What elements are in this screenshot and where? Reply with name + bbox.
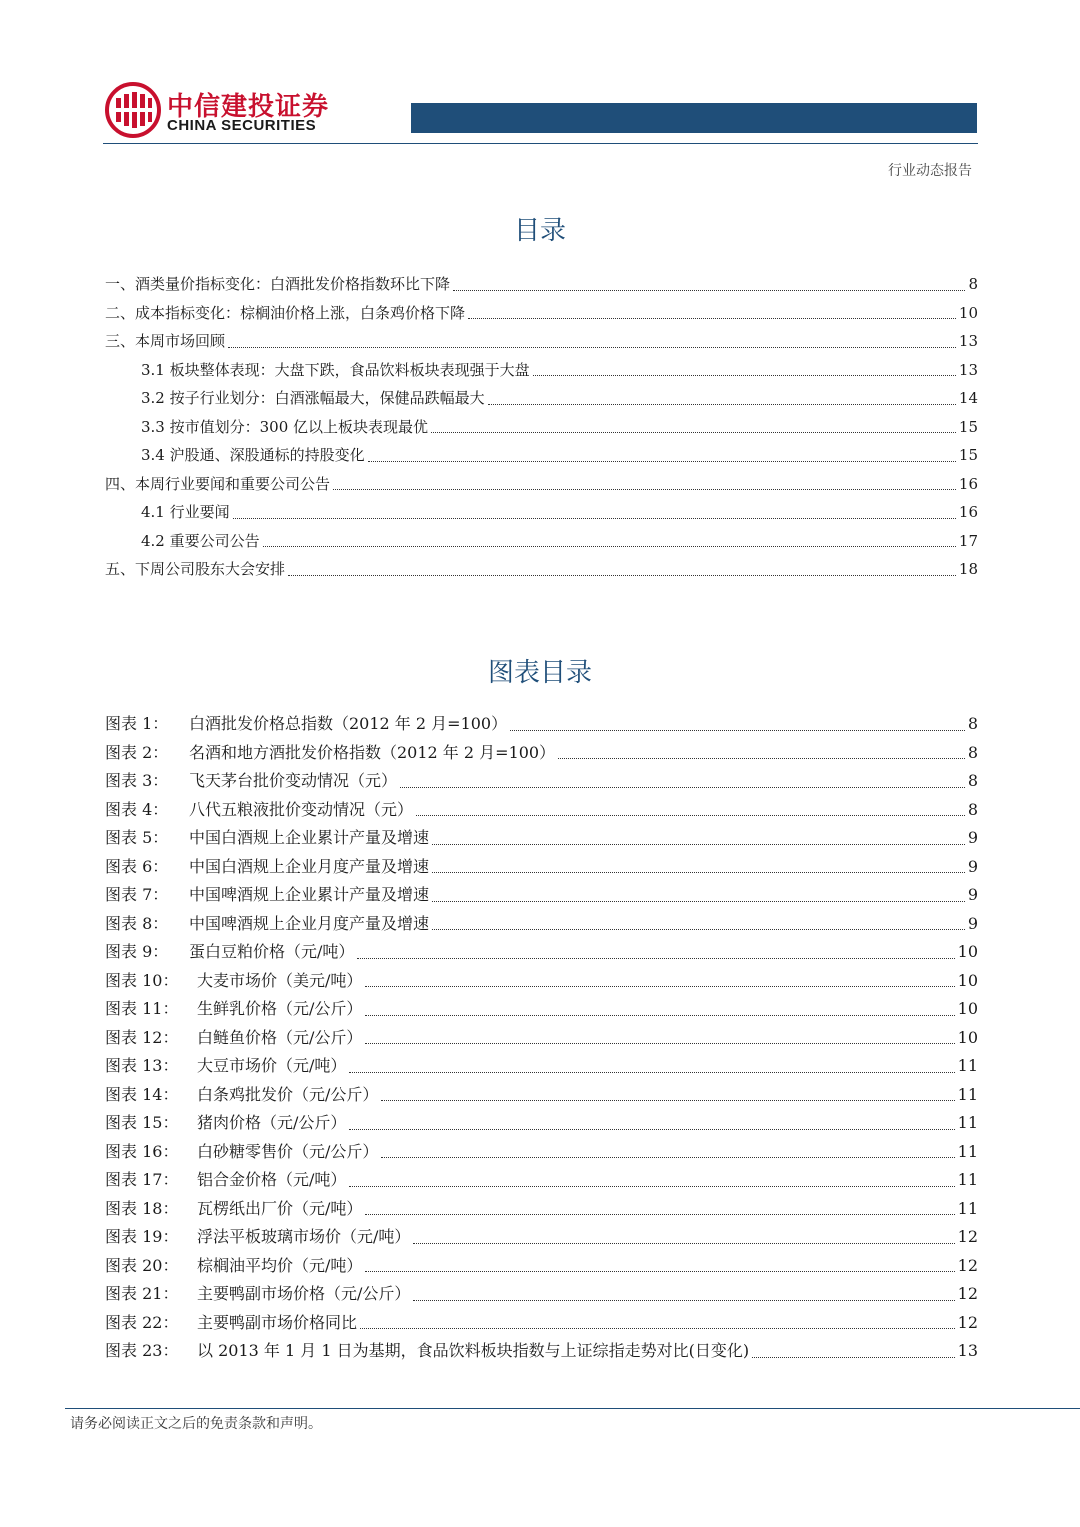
figure-entry-page: 8 — [967, 714, 978, 733]
toc-entry[interactable] — [105, 441, 978, 470]
toc-entry-text: 3.1 板块整体表现：大盘下跌，食品饮料板块表现强于大盘 — [141, 360, 530, 379]
toc-title: 目录 — [513, 216, 566, 246]
dot-leader — [453, 290, 965, 291]
figure-entry-text: 主要鸭副市场价格同比 — [197, 1312, 358, 1332]
citic-logo-icon — [105, 82, 161, 138]
figures-title: 图表目录 — [487, 658, 592, 688]
figure-entry[interactable] — [105, 910, 978, 939]
dot-leader — [432, 929, 965, 930]
toc-entry-text: 3.4 沪股通、深股通标的持股变化 — [141, 446, 365, 464]
figure-entry-page: 12 — [957, 1312, 978, 1332]
dot-leader — [333, 489, 956, 490]
dot-leader — [381, 1100, 954, 1101]
toc-entry[interactable] — [105, 470, 978, 499]
figure-entry-label: 图表 11： — [105, 999, 179, 1018]
dot-leader — [365, 986, 954, 987]
dot-leader — [349, 1072, 954, 1073]
figure-entry[interactable] — [105, 1280, 978, 1309]
figure-entry-label: 图表 20： — [105, 1255, 179, 1275]
dot-leader — [360, 1328, 955, 1329]
toc-entry-page: 13 — [958, 360, 978, 379]
dot-leader — [365, 1015, 954, 1016]
header-bar — [411, 103, 977, 133]
figure-entry-text: 白砂糖零售价（元/公斤） — [197, 1141, 379, 1161]
figure-entry-page: 12 — [957, 1227, 978, 1246]
figure-entry[interactable] — [105, 1109, 978, 1138]
toc-list — [105, 270, 978, 584]
figure-entry-label: 图表 15： — [105, 1113, 179, 1132]
toc-entry-page: 15 — [958, 417, 978, 436]
dot-leader — [400, 787, 965, 788]
figure-entry-label: 图表 18： — [105, 1198, 179, 1218]
figure-entry-text: 瓦楞纸出厂价（元/吨） — [197, 1198, 363, 1218]
figure-entry[interactable] — [105, 853, 978, 882]
figure-entry-page: 10 — [957, 970, 978, 990]
figure-entry-text: 白鲢鱼价格（元/公斤） — [197, 1027, 363, 1047]
figure-entry-label: 图表 2： — [105, 742, 169, 762]
figures-list — [105, 710, 978, 1366]
figure-entry[interactable] — [105, 1337, 978, 1366]
figure-entry-page: 8 — [967, 742, 978, 762]
logo-chinese-name: 中信建投证券 — [167, 92, 330, 122]
toc-entry[interactable] — [105, 413, 978, 442]
toc-entry-page: 16 — [958, 503, 978, 521]
dot-leader — [413, 1243, 954, 1244]
toc-entry[interactable] — [105, 356, 978, 385]
figure-entry[interactable] — [105, 881, 978, 910]
figure-entry-text: 中国白酒规上企业月度产量及增速 — [189, 856, 430, 876]
figure-entry-text: 白条鸡批发价（元/公斤） — [197, 1084, 379, 1104]
figure-entry-page: 9 — [967, 856, 978, 876]
dot-leader — [431, 432, 956, 433]
figure-entry[interactable] — [105, 1052, 978, 1081]
logo-english-name: CHINA SECURITIES — [167, 117, 317, 134]
dot-leader — [357, 958, 954, 959]
figure-entry[interactable] — [105, 739, 978, 768]
figure-entry[interactable] — [105, 710, 978, 739]
dot-leader — [752, 1357, 955, 1358]
figure-entry[interactable] — [105, 1309, 978, 1338]
figure-entry-page: 12 — [957, 1255, 978, 1275]
figure-entry-page: 11 — [957, 1198, 978, 1218]
figure-entry[interactable] — [105, 995, 978, 1024]
company-logo — [105, 82, 345, 142]
dot-leader — [510, 730, 965, 731]
dot-leader — [533, 375, 956, 376]
figure-entry-text: 飞天茅台批价变动情况（元） — [189, 771, 398, 790]
figure-entry[interactable] — [105, 1195, 978, 1224]
figure-entry[interactable] — [105, 1166, 978, 1195]
figure-entry-page: 11 — [957, 1084, 978, 1104]
toc-entry-page: 17 — [958, 531, 978, 550]
dot-leader — [263, 546, 956, 547]
toc-entry-page: 10 — [958, 303, 978, 322]
figure-entry[interactable] — [105, 824, 978, 853]
dot-leader — [228, 347, 956, 348]
figure-entry-text: 主要鸭副市场价格（元/公斤） — [197, 1284, 411, 1303]
toc-entry[interactable] — [105, 527, 978, 556]
figure-entry-label: 图表 13： — [105, 1056, 179, 1075]
dot-leader — [432, 872, 965, 873]
figure-entry-text: 大麦市场价（美元/吨） — [197, 970, 363, 990]
dot-leader — [413, 1300, 954, 1301]
footer-divider — [65, 1408, 1080, 1409]
figure-entry-text: 铝合金价格（元/吨） — [197, 1170, 347, 1189]
figure-entry[interactable] — [105, 1223, 978, 1252]
dot-leader — [349, 1129, 954, 1130]
toc-entry-page: 16 — [958, 474, 978, 493]
figure-entry[interactable] — [105, 796, 978, 825]
toc-entry-page: 8 — [968, 275, 978, 293]
figure-entry-page: 9 — [967, 913, 978, 933]
figure-entry-label: 图表 19： — [105, 1227, 179, 1246]
figure-entry-page: 11 — [957, 1170, 978, 1189]
figure-entry-text: 八代五粮液批价变动情况（元） — [189, 799, 414, 819]
figure-entry-page: 11 — [957, 1056, 978, 1075]
dot-leader — [365, 1043, 954, 1044]
figure-entry-page: 11 — [957, 1113, 978, 1132]
figure-entry[interactable] — [105, 967, 978, 996]
toc-entry-text: 四、本周行业要闻和重要公司公告 — [105, 474, 331, 493]
figure-entry-label: 图表 1： — [105, 714, 169, 733]
dot-leader — [432, 901, 965, 902]
toc-entry-page: 14 — [958, 389, 978, 407]
toc-entry[interactable] — [105, 327, 978, 356]
figure-entry-page: 9 — [967, 828, 978, 847]
figure-entry-text: 中国白酒规上企业累计产量及增速 — [189, 828, 430, 847]
dot-leader — [233, 518, 956, 519]
figure-entry-page: 9 — [967, 885, 978, 904]
toc-entry-text: 三、本周市场回顾 — [105, 332, 226, 350]
figure-entry[interactable] — [105, 1081, 978, 1110]
toc-entry-page: 18 — [958, 560, 978, 578]
toc-entry[interactable] — [105, 498, 978, 527]
figure-entry[interactable] — [105, 767, 978, 796]
figure-entry-label: 图表 3： — [105, 771, 169, 790]
dot-leader — [381, 1157, 954, 1158]
toc-entry-page: 13 — [958, 332, 978, 350]
dot-leader — [288, 575, 956, 576]
figure-entry-page: 8 — [967, 771, 978, 790]
figure-entry-text: 蛋白豆粕价格（元/吨） — [189, 942, 355, 961]
toc-entry-text: 一、酒类量价指标变化：白酒批发价格指数环比下降 — [105, 275, 451, 293]
toc-entry-text: 3.2 按子行业划分：白酒涨幅最大，保健品跌幅最大 — [141, 389, 485, 407]
toc-entry[interactable] — [105, 555, 978, 584]
figure-entry-label: 图表 21： — [105, 1284, 179, 1303]
figure-entry-text: 浮法平板玻璃市场价（元/吨） — [197, 1227, 411, 1246]
toc-entry-text: 3.3 按市值划分：300 亿以上板块表现最优 — [141, 417, 429, 436]
figure-entry[interactable] — [105, 1024, 978, 1053]
figure-entry-label: 图表 6： — [105, 856, 169, 876]
figure-entry-label: 图表 4： — [105, 799, 169, 819]
figure-entry-label: 图表 8： — [105, 913, 169, 933]
figure-entry-page: 11 — [957, 1141, 978, 1161]
figure-entry-text: 以 2013 年 1 月 1 日为基期，食品饮料板块指数与上证综指走势对比(日变化) — [197, 1341, 750, 1360]
footer-disclaimer: 请务必阅读正文之后的免责条款和声明。 — [70, 1416, 322, 1432]
dot-leader — [365, 1271, 954, 1272]
figure-entry-label: 图表 22： — [105, 1312, 179, 1332]
figure-entry-text: 名酒和地方酒批发价格指数（2012 年 2 月=100） — [189, 742, 556, 762]
figure-entry-text: 白酒批发价格总指数（2012 年 2 月=100） — [189, 714, 508, 733]
toc-entry-text: 五、下周公司股东大会安排 — [105, 560, 286, 578]
toc-entry-page: 15 — [958, 446, 978, 464]
toc-entry[interactable] — [105, 299, 978, 328]
figure-entry-label: 图表 7： — [105, 885, 169, 904]
toc-entry-text: 4.2 重要公司公告 — [141, 531, 260, 550]
dot-leader — [368, 461, 956, 462]
dot-leader — [432, 844, 965, 845]
figure-entry-page: 10 — [957, 1027, 978, 1047]
figure-entry-text: 生鲜乳价格（元/公斤） — [197, 999, 363, 1018]
figure-entry-text: 中国啤酒规上企业累计产量及增速 — [189, 885, 430, 904]
figure-entry-text: 大豆市场价（元/吨） — [197, 1056, 347, 1075]
figure-entry-label: 图表 14： — [105, 1084, 179, 1104]
figure-entry-label: 图表 5： — [105, 828, 169, 847]
dot-leader — [365, 1214, 954, 1215]
figure-entry-label: 图表 12： — [105, 1027, 179, 1047]
figure-entry-label: 图表 23： — [105, 1341, 179, 1360]
toc-entry-text: 二、成本指标变化：棕榈油价格上涨，白条鸡价格下降 — [105, 303, 466, 322]
figure-entry-label: 图表 10： — [105, 970, 179, 990]
figure-entry-label: 图表 9： — [105, 942, 169, 961]
figure-entry-page: 10 — [957, 999, 978, 1018]
figure-entry-label: 图表 16： — [105, 1141, 179, 1161]
figure-entry-page: 13 — [957, 1341, 978, 1360]
figure-entry[interactable] — [105, 938, 978, 967]
header-divider — [103, 143, 978, 144]
toc-entry[interactable] — [105, 270, 978, 299]
dot-leader — [558, 758, 965, 759]
figure-entry-page: 10 — [957, 942, 978, 961]
dot-leader — [488, 404, 956, 405]
toc-entry-text: 4.1 行业要闻 — [141, 503, 230, 521]
figure-entry-text: 棕榈油平均价（元/吨） — [197, 1255, 363, 1275]
dot-leader — [468, 318, 956, 319]
dot-leader — [416, 815, 965, 816]
figure-entry-text: 猪肉价格（元/公斤） — [197, 1113, 347, 1132]
dot-leader — [349, 1186, 954, 1187]
toc-entry[interactable] — [105, 384, 978, 413]
figure-entry-label: 图表 17： — [105, 1170, 179, 1189]
figure-entry-page: 12 — [957, 1284, 978, 1303]
figure-entry-page: 8 — [967, 799, 978, 819]
report-type: 行业动态报告 — [888, 163, 972, 179]
figure-entry-text: 中国啤酒规上企业月度产量及增速 — [189, 913, 430, 933]
figure-entry[interactable] — [105, 1138, 978, 1167]
figure-entry[interactable] — [105, 1252, 978, 1281]
